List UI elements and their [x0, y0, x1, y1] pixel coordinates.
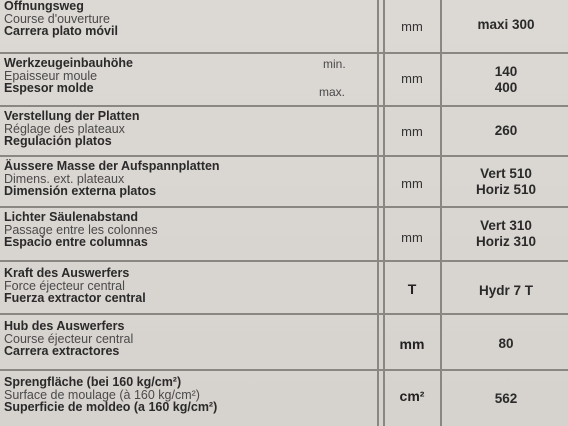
label-de: Kraft des Auswerfers — [4, 266, 130, 280]
value-line: maxi 300 — [477, 17, 535, 32]
label-fr: Passage entre les colonnes — [4, 222, 158, 237]
value — [444, 17, 568, 33]
row-labels — [4, 376, 376, 414]
label-fr: Réglage des plateaux — [4, 121, 125, 136]
qualifier-max: max. — [319, 85, 346, 99]
label-es: Carrera extractores — [4, 344, 120, 358]
label-de: Werkzeugeinbauhöhe — [4, 56, 133, 70]
row-labels — [4, 0, 376, 38]
label-es: Espacio entre columnas — [4, 235, 148, 249]
label-de: Äussere Masse der Aufspannplatten — [4, 159, 220, 173]
label-de: Sprengfläche (bei 160 kg/cm²) — [4, 375, 182, 389]
value — [444, 218, 568, 250]
unit: T — [407, 281, 417, 297]
value-line-max: 400 — [494, 80, 518, 95]
label-es: Fuerza extractor central — [4, 291, 146, 305]
row-labels — [4, 160, 376, 198]
label-es: Carrera plato móvil — [4, 24, 118, 38]
value-line-vert: Vert 510 — [480, 166, 532, 181]
spec-row-ejector-force — [0, 262, 568, 315]
value — [444, 64, 568, 96]
value — [444, 283, 568, 299]
label-fr: Course éjecteur central — [4, 331, 134, 346]
value — [444, 336, 568, 352]
value-line-horiz: Horiz 510 — [475, 182, 537, 197]
qualifier-min: min. — [323, 57, 346, 71]
label-fr: Surface de moulage (à 160 kg/cm²) — [4, 387, 200, 402]
row-labels — [4, 211, 376, 249]
label-fr: Force éjecteur central — [4, 278, 125, 293]
unit: mm — [401, 19, 423, 34]
unit: cm² — [399, 388, 425, 404]
row-labels — [4, 110, 376, 148]
unit: mm — [401, 230, 423, 245]
label-de: Lichter Säulenabstand — [4, 210, 139, 224]
value-line: Hydr 7 T — [478, 283, 533, 298]
value-line-min: 140 — [494, 64, 518, 79]
unit: mm — [401, 124, 423, 139]
row-labels — [4, 267, 376, 305]
label-fr: Course d'ouverture — [4, 11, 110, 26]
label-es: Superficie de moldeo (a 160 kg/cm²) — [4, 400, 218, 414]
value — [444, 123, 568, 139]
label-es: Dimensión externa platos — [4, 184, 157, 198]
unit: mm — [401, 71, 423, 86]
spec-row-platen-adjustment — [0, 107, 568, 157]
spec-row-mould-thickness — [0, 54, 568, 107]
value-line-vert: Vert 310 — [480, 218, 532, 233]
value — [444, 391, 568, 407]
value — [444, 166, 568, 198]
label-de: Verstellung der Platten — [4, 109, 140, 123]
label-de: Öffnungsweg — [4, 0, 84, 13]
label-es: Espesor molde — [4, 81, 94, 95]
spec-row-opening-stroke — [0, 0, 568, 54]
spec-row-platen-dimensions — [0, 157, 568, 208]
label-fr: Dimens. ext. plateaux — [4, 171, 125, 186]
value-line: 562 — [494, 391, 518, 406]
label-de: Hub des Auswerfers — [4, 319, 125, 333]
value-line: 260 — [494, 123, 518, 138]
label-fr: Epaisseur moule — [4, 68, 98, 83]
spec-row-ejector-stroke — [0, 315, 568, 371]
spec-row-tie-bar-distance — [0, 208, 568, 262]
unit: mm — [401, 176, 423, 191]
label-es: Regulación platos — [4, 134, 112, 148]
value-line-horiz: Horiz 310 — [475, 234, 537, 249]
row-labels — [4, 320, 376, 358]
spec-row-moulding-surface — [0, 371, 568, 426]
value-line: 80 — [498, 336, 514, 351]
unit: mm — [399, 336, 425, 352]
